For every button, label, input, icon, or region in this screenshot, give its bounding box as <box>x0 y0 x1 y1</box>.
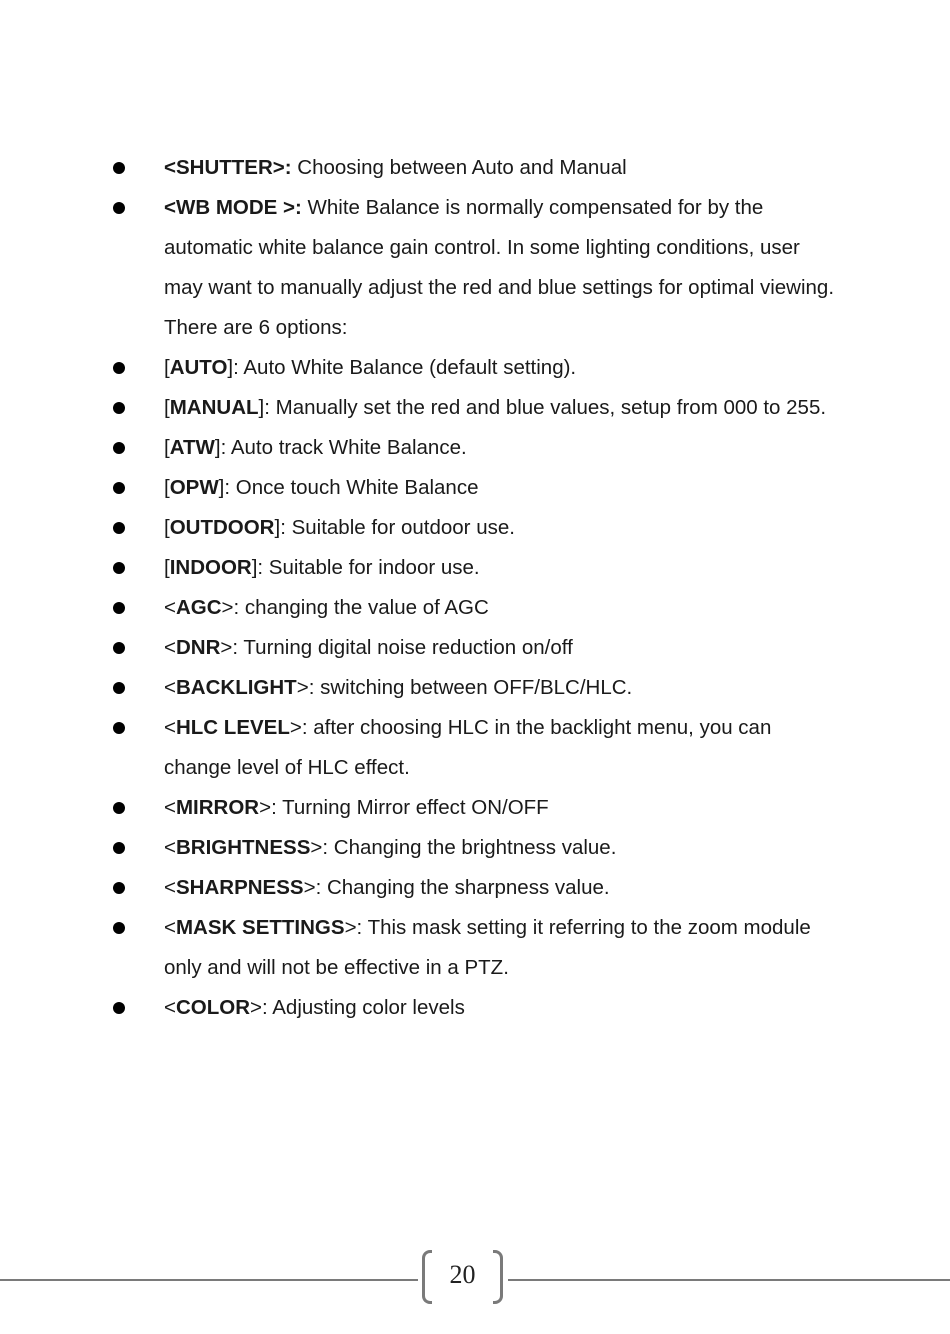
option-description: : Turning Mirror effect ON/OFF <box>271 796 549 819</box>
option-term: SHARPNESS <box>175 876 304 899</box>
option-description: : after choosing HLC in the backlight menu, you can change level of HLC effect. <box>164 716 772 779</box>
option-description: : Adjusting color levels <box>262 996 465 1019</box>
option-term: MIRROR <box>175 796 260 819</box>
list-item: [AUTO]: Auto White Balance (default setting). <box>164 348 840 388</box>
option-term: COLOR <box>175 996 251 1019</box>
option-term: BACKLIGHT <box>175 676 297 699</box>
option-description: : Auto White Balance (default setting). <box>233 356 577 379</box>
bullet-icon <box>113 522 125 534</box>
list-item: [INDOOR]: Suitable for indoor use. <box>164 548 840 588</box>
option-term: AUTO <box>169 356 228 379</box>
list-item: <HLC LEVEL>: after choosing HLC in the backlight menu, you can change level of HLC effect. <box>164 708 840 788</box>
list-item: [OUTDOOR]: Suitable for outdoor use. <box>164 508 840 548</box>
option-term: MANUAL <box>169 396 259 419</box>
option-description: : Once touch White Balance <box>224 476 479 499</box>
option-description: : Manually set the red and blue values, setup from 000 to 255. <box>264 396 827 419</box>
bullet-icon <box>113 562 125 574</box>
option-term: OPW <box>169 476 219 499</box>
list-item <box>164 188 840 348</box>
option-term: <WB MODE >: <box>164 196 302 219</box>
option-description: : Auto track White Balance. <box>220 436 467 459</box>
list-item: [MANUAL]: Manually set the red and blue values, setup from 000 to 255. <box>164 388 840 428</box>
list-item: <MASK SETTINGS>: This mask setting it referring to the zoom module only and will not be effective in a PTZ. <box>164 908 840 988</box>
option-description: : Suitable for indoor use. <box>257 556 480 579</box>
list-item: [OPW]: Once touch White Balance <box>164 468 840 508</box>
footer-rule-left <box>0 1279 418 1281</box>
bullet-icon <box>113 682 125 694</box>
option-description: : Turning digital noise reduction on/off <box>232 636 573 659</box>
option-description: Choosing between Auto and Manual <box>291 156 627 179</box>
bullet-icon <box>113 402 125 414</box>
list-item: <COLOR>: Adjusting color levels <box>164 988 840 1028</box>
menu-options-list <box>0 148 950 1028</box>
option-term: MASK SETTINGS <box>175 916 345 939</box>
option-term: BRIGHTNESS <box>175 836 311 859</box>
bullet-icon <box>113 642 125 654</box>
option-term: OUTDOOR <box>169 516 275 539</box>
bullet-icon <box>113 882 125 894</box>
option-term: <SHUTTER>: <box>164 156 292 179</box>
right-bracket-icon <box>493 1250 503 1304</box>
bullet-icon <box>113 722 125 734</box>
list-item: <AGC>: changing the value of AGC <box>164 588 840 628</box>
option-description: : Suitable for outdoor use. <box>280 516 515 539</box>
bullet-icon <box>113 362 125 374</box>
list-item <box>164 148 840 188</box>
option-term: ATW <box>169 436 215 459</box>
option-description: : switching between OFF/BLC/HLC. <box>308 676 633 699</box>
footer-rule-right <box>508 1279 950 1281</box>
bullet-icon <box>113 922 125 934</box>
option-description: : Changing the brightness value. <box>322 836 617 859</box>
option-description: : This mask setting it referring to the zoom module only and will not be effective in a PTZ. <box>164 916 811 979</box>
bullet-icon <box>113 162 125 174</box>
option-term: HLC LEVEL <box>175 716 290 739</box>
bullet-icon <box>113 1002 125 1014</box>
bullet-icon <box>113 442 125 454</box>
left-bracket-icon <box>422 1250 432 1304</box>
bullet-icon <box>113 202 125 214</box>
list-item: <BACKLIGHT>: switching between OFF/BLC/HLC. <box>164 668 840 708</box>
list-item: <SHARPNESS>: Changing the sharpness value. <box>164 868 840 908</box>
option-term: AGC <box>175 596 222 619</box>
option-description: White Balance is normally compensated for by the automatic white balance gain control. In some lighting conditions, user may want to manually adjust the red and blue settings for optimal viewing. There are 6 options: <box>164 196 835 339</box>
bullet-icon <box>113 482 125 494</box>
option-term: INDOOR <box>169 556 252 579</box>
option-term: DNR <box>175 636 221 659</box>
option-description: : Changing the sharpness value. <box>315 876 610 899</box>
page-number: 20 <box>449 1260 476 1289</box>
list-item: <BRIGHTNESS>: Changing the brightness value. <box>164 828 840 868</box>
bullet-icon <box>113 602 125 614</box>
list-item: [ATW]: Auto track White Balance. <box>164 428 840 468</box>
option-description: : changing the value of AGC <box>233 596 489 619</box>
bullet-icon <box>113 842 125 854</box>
list-item: <DNR>: Turning digital noise reduction on/off <box>164 628 840 668</box>
list-item: <MIRROR>: Turning Mirror effect ON/OFF <box>164 788 840 828</box>
bullet-icon <box>113 802 125 814</box>
